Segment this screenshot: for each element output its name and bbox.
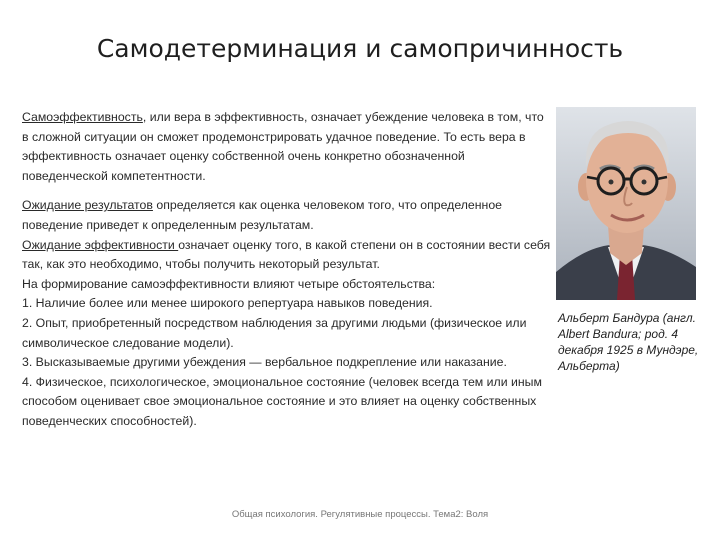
slide-body (22, 108, 552, 432)
self-efficacy-definition: , или вера в эффективность, означает убеждение человека в том, что в сложной ситуации он сможет продемонстрировать удачное поведение. То есть вера в эффективность означает оценку собственной очень конкретно обозначенной поведенческой компетентности. (22, 110, 544, 183)
portrait-caption: Альберт Бандура (англ. Albert Bandura; род. 4 декабря 1925 в Мундэре, Альберта) (558, 311, 699, 373)
term-outcome-expectation: Ожидание результатов (22, 198, 153, 213)
paragraph-self-efficacy (22, 108, 552, 186)
term-efficacy-expectation: Ожидание эффективности (22, 237, 179, 252)
paragraph-expectations (22, 196, 552, 431)
factor-item-1: 1. Наличие более или менее широкого репертуара навыков поведения. (22, 296, 433, 311)
portrait-photo (556, 107, 696, 300)
slide-title: Самодетерминация и самопричинность (96, 34, 624, 63)
slide-footer: Общая психология. Регулятивные процессы. Тема2: Воля (231, 509, 489, 520)
portrait-illustration (556, 107, 696, 300)
efficacy-expectation-definition: означает оценку того, в какой степени он в состоянии вести себя так, как это необходимо, чтобы получить некоторый результат. (22, 237, 551, 272)
outcome-expectation-definition: определяется как оценка человеком того, что определенное поведение приведет к определенным результатам. (22, 198, 503, 232)
factors-intro: На формирование самоэффективности влияют четыре обстоятельства: (22, 276, 436, 291)
factor-item-3: 3. Высказываемые другими убеждения — вербальное подкрепление или наказание. (22, 355, 507, 370)
factor-item-2: 2. Опыт, приобретенный посредством наблюдения за другими людьми (физическое или символическое следование модели). (22, 315, 527, 350)
term-self-efficacy: Самоэффективность (22, 110, 143, 124)
factor-item-4: 4. Физическое, психологическое, эмоциональное состояние (человек всегда тем или иным способом оценивает свое эмоциональное состояние и это влияет на оценку собственных поведенческих способностей). (22, 374, 542, 428)
